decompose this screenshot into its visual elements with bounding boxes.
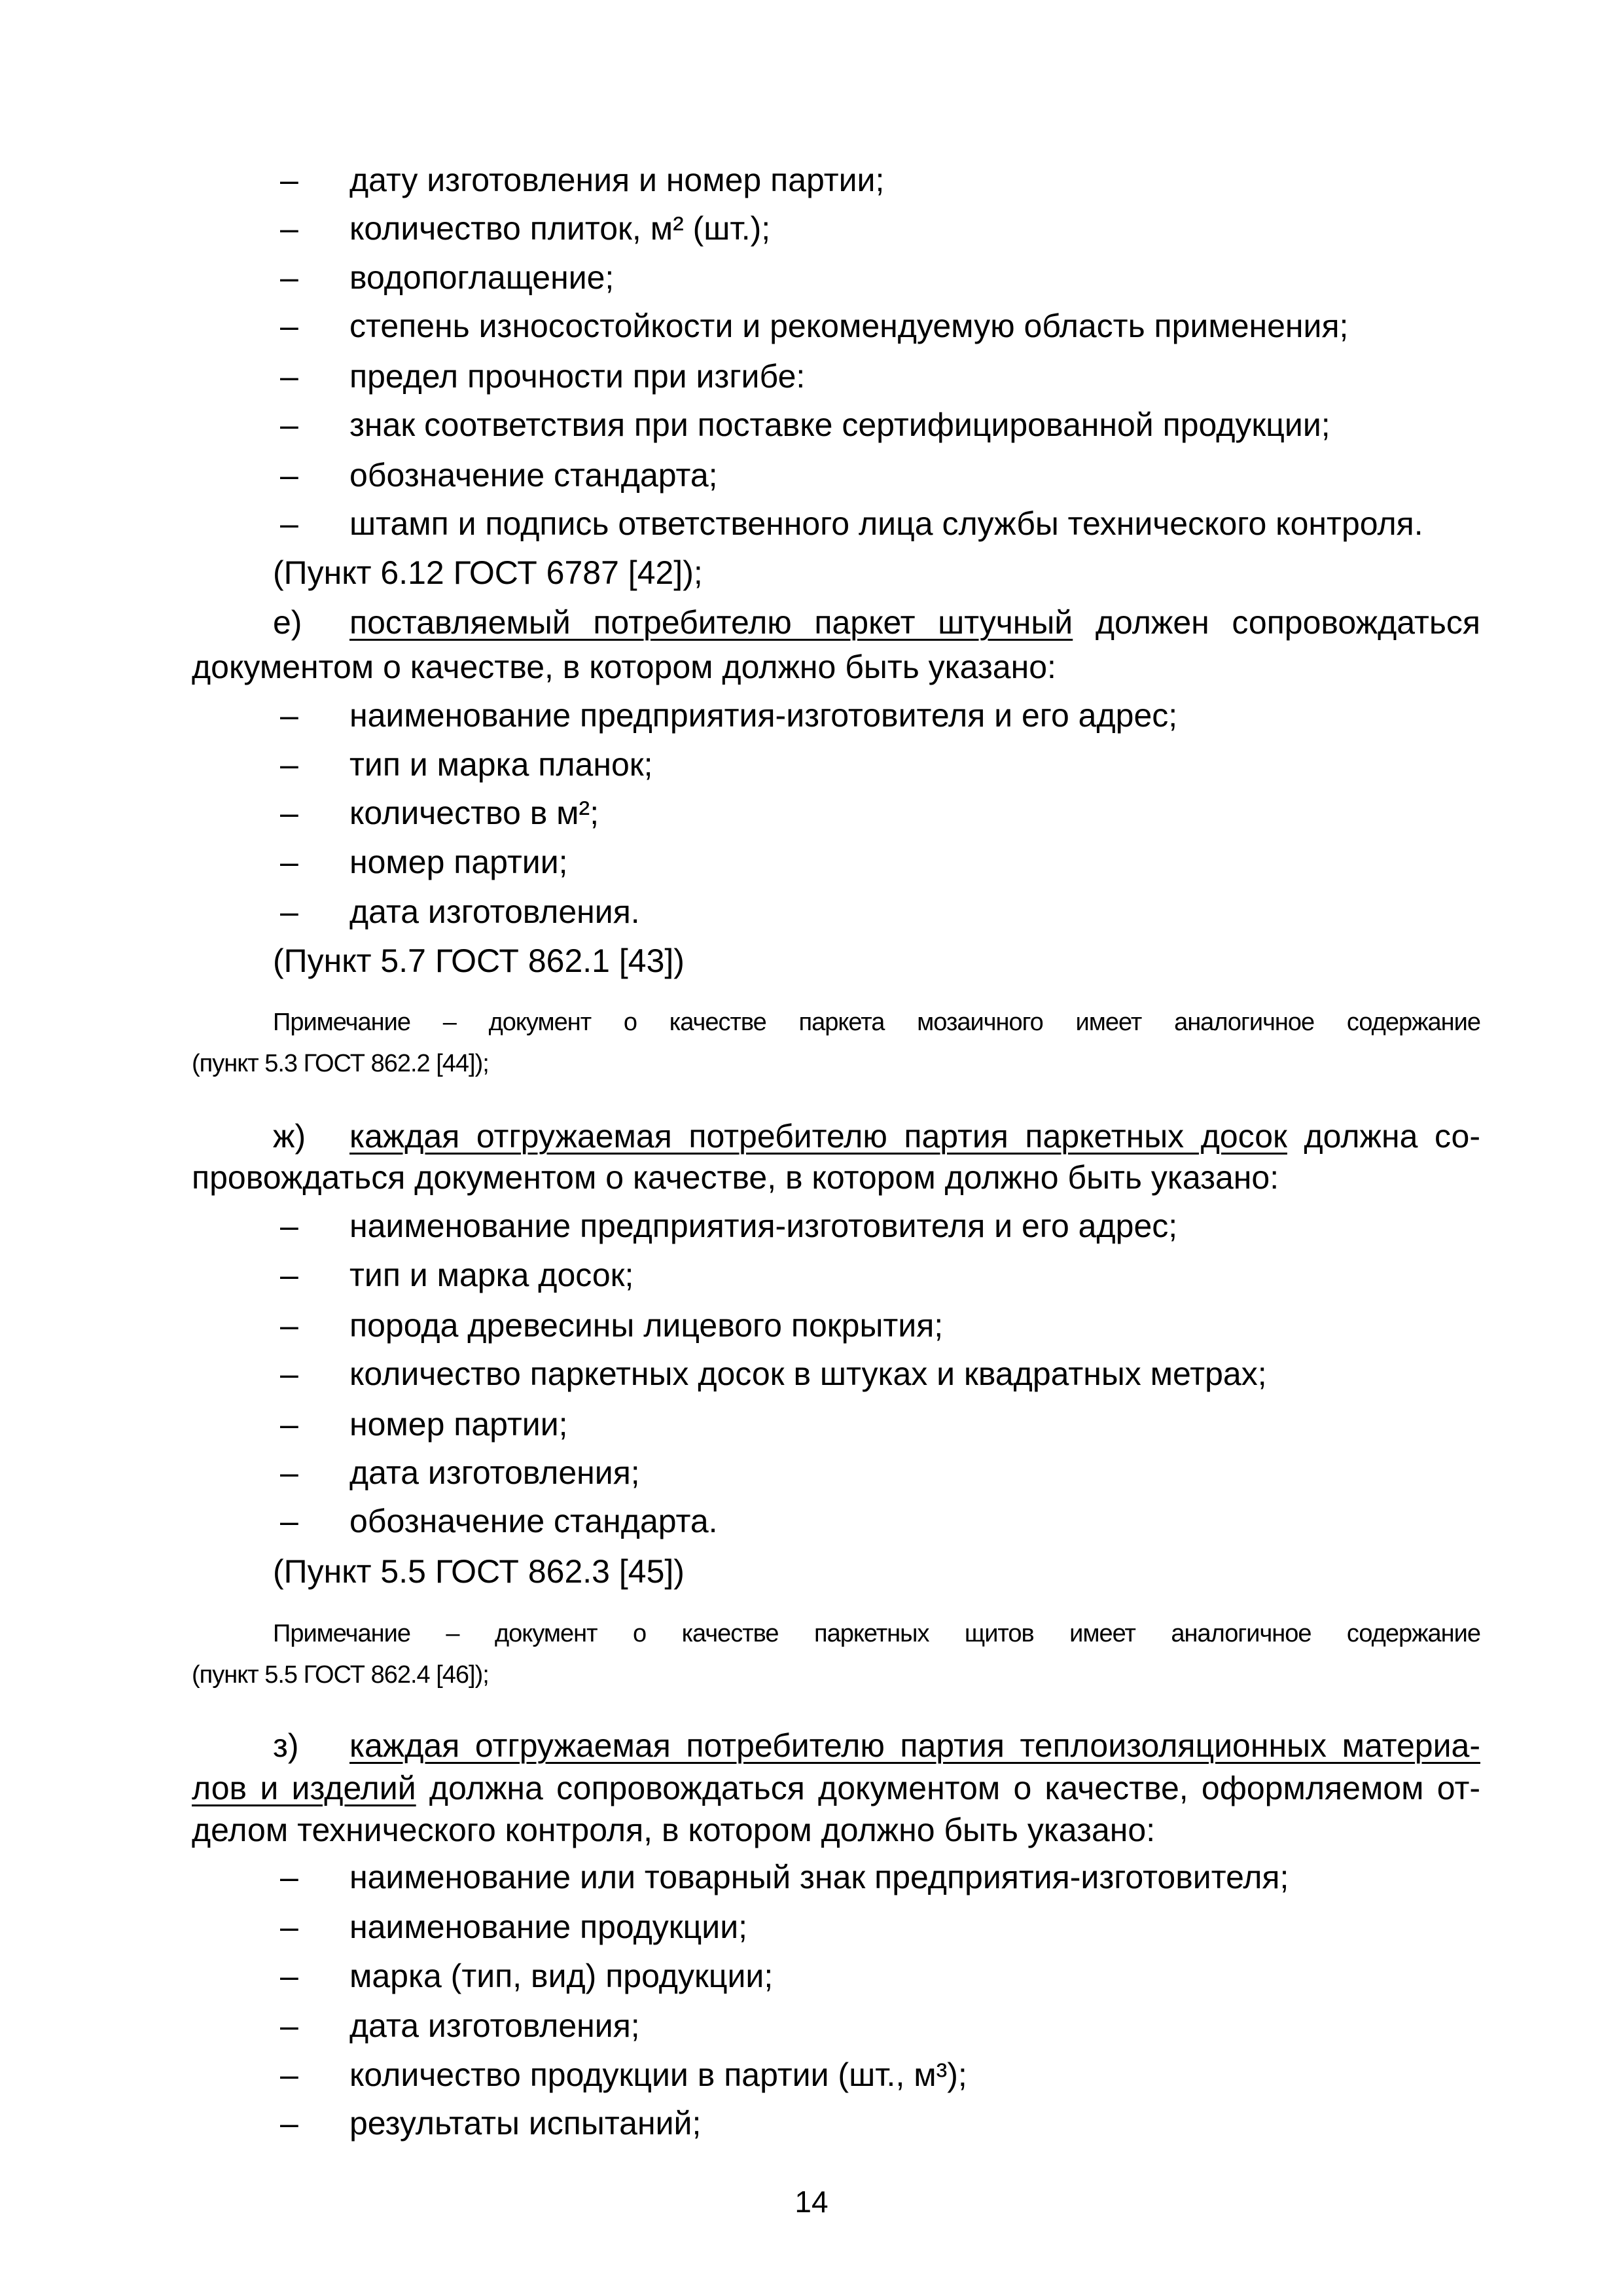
item-label: з) xyxy=(273,1727,299,1764)
list-item: тип и марка досок; xyxy=(349,1257,634,1293)
list-item: количество паркетных досок в штуках и квадратных метрах; xyxy=(349,1355,1267,1392)
list-item: предел прочности при изгибе: xyxy=(349,358,806,395)
dash-bullet: – xyxy=(280,457,298,493)
reference: (Пункт 5.7 ГОСТ 862.1 [43]) xyxy=(273,942,685,979)
list-item: номер партии; xyxy=(349,1406,568,1443)
paragraph-line xyxy=(192,644,1480,690)
paragraph-text: провождаться документом о качестве, в котором должно быть указано: xyxy=(192,1159,1279,1196)
list-item: дата изготовления. xyxy=(349,893,640,930)
dash-bullet: – xyxy=(280,210,298,247)
dash-bullet: – xyxy=(280,746,298,783)
list-item: штамп и подпись ответственного лица службы технического контроля. xyxy=(349,505,1423,542)
paragraph-text: должен сопровождаться xyxy=(1073,604,1480,641)
paragraph-line xyxy=(192,1807,1480,1853)
list-item: порода древесины лицевого покрытия; xyxy=(349,1307,944,1344)
list-item: наименование или товарный знак предприятия-изготовителя; xyxy=(349,1859,1289,1895)
list-paragraph xyxy=(273,600,1480,645)
list-item: количество продукции в партии (шт., м³); xyxy=(349,2056,967,2093)
dash-bullet: – xyxy=(280,1454,298,1491)
underlined-subject: лов и изделий xyxy=(192,1770,416,1806)
page-number: 14 xyxy=(794,2185,829,2219)
list-item: степень износостойкости и рекомендуемую область применения; xyxy=(349,308,1349,344)
list-paragraph xyxy=(273,1113,1480,1159)
item-label: е) xyxy=(273,604,302,641)
list-item: наименование предприятия-изготовителя и его адрес; xyxy=(349,697,1178,734)
dash-bullet: – xyxy=(280,406,298,443)
list-item: наименование предприятия-изготовителя и его адрес; xyxy=(349,1208,1178,1244)
list-item: обозначение стандарта; xyxy=(349,457,718,493)
list-item: количество плиток, м² (шт.); xyxy=(349,210,771,247)
underlined-subject: каждая отгружаемая потребителю партия паркетных досок xyxy=(349,1118,1287,1155)
note-text: Примечание – документ о качестве паркета мозаичного имеет аналогичное содержание xyxy=(273,1009,1480,1036)
list-item: тип и марка планок; xyxy=(349,746,653,783)
dash-bullet: – xyxy=(280,1958,298,1994)
list-item: знак соответствия при поставке сертифицированной продукции; xyxy=(349,406,1330,443)
dash-bullet: – xyxy=(280,1355,298,1392)
dash-bullet: – xyxy=(280,697,298,734)
dash-bullet: – xyxy=(280,505,298,542)
list-item: обозначение стандарта. xyxy=(349,1503,718,1539)
list-item: результаты испытаний; xyxy=(349,2105,702,2142)
list-item: марка (тип, вид) продукции; xyxy=(349,1958,774,1994)
list-item: номер партии; xyxy=(349,844,568,880)
paragraph-line xyxy=(192,1765,1480,1811)
underlined-subject: поставляемый потребителю паркет штучный xyxy=(349,604,1073,641)
list-item: водопоглащение; xyxy=(349,259,615,296)
dash-bullet: – xyxy=(280,1503,298,1539)
dash-bullet: – xyxy=(280,1307,298,1344)
list-item: количество в м²; xyxy=(349,795,599,831)
dash-bullet: – xyxy=(280,844,298,880)
dash-bullet: – xyxy=(280,162,298,198)
paragraph-text: должна со- xyxy=(1287,1118,1480,1155)
list-item: дату изготовления и номер партии; xyxy=(349,162,885,198)
dash-bullet: – xyxy=(280,1909,298,1945)
dash-bullet: – xyxy=(280,259,298,296)
dash-bullet: – xyxy=(280,893,298,930)
dash-bullet: – xyxy=(280,308,298,344)
note-text: (пункт 5.3 ГОСТ 862.2 [44]); xyxy=(192,1050,489,1077)
paragraph-text: должна сопровождаться документом о качестве, оформляемом от- xyxy=(416,1770,1480,1806)
list-item: дата изготовления; xyxy=(349,1454,640,1491)
dash-bullet: – xyxy=(280,795,298,831)
dash-bullet: – xyxy=(280,1208,298,1244)
dash-bullet: – xyxy=(280,2056,298,2093)
list-item: наименование продукции; xyxy=(349,1909,748,1945)
paragraph-line xyxy=(192,1155,1480,1200)
list-paragraph xyxy=(273,1723,1480,1768)
paragraph-text: документом о качестве, в котором должно быть указано: xyxy=(192,649,1056,685)
underlined-subject: каждая отгружаемая потребителю партия теплоизоляционных материа- xyxy=(349,1727,1480,1764)
item-label: ж) xyxy=(273,1118,306,1155)
dash-bullet: – xyxy=(280,2007,298,2044)
note-text: Примечание – документ о качестве паркетных щитов имеет аналогичное содержание xyxy=(273,1620,1480,1647)
dash-bullet: – xyxy=(280,1257,298,1293)
reference: (Пункт 5.5 ГОСТ 862.3 [45]) xyxy=(273,1553,685,1590)
paragraph-text: делом технического контроля, в котором должно быть указано: xyxy=(192,1812,1156,1848)
dash-bullet: – xyxy=(280,1859,298,1895)
dash-bullet: – xyxy=(280,2105,298,2142)
reference: (Пункт 6.12 ГОСТ 6787 [42]); xyxy=(273,554,703,591)
dash-bullet: – xyxy=(280,358,298,395)
note-text: (пункт 5.5 ГОСТ 862.4 [46]); xyxy=(192,1661,489,1689)
dash-bullet: – xyxy=(280,1406,298,1443)
list-item: дата изготовления; xyxy=(349,2007,640,2044)
